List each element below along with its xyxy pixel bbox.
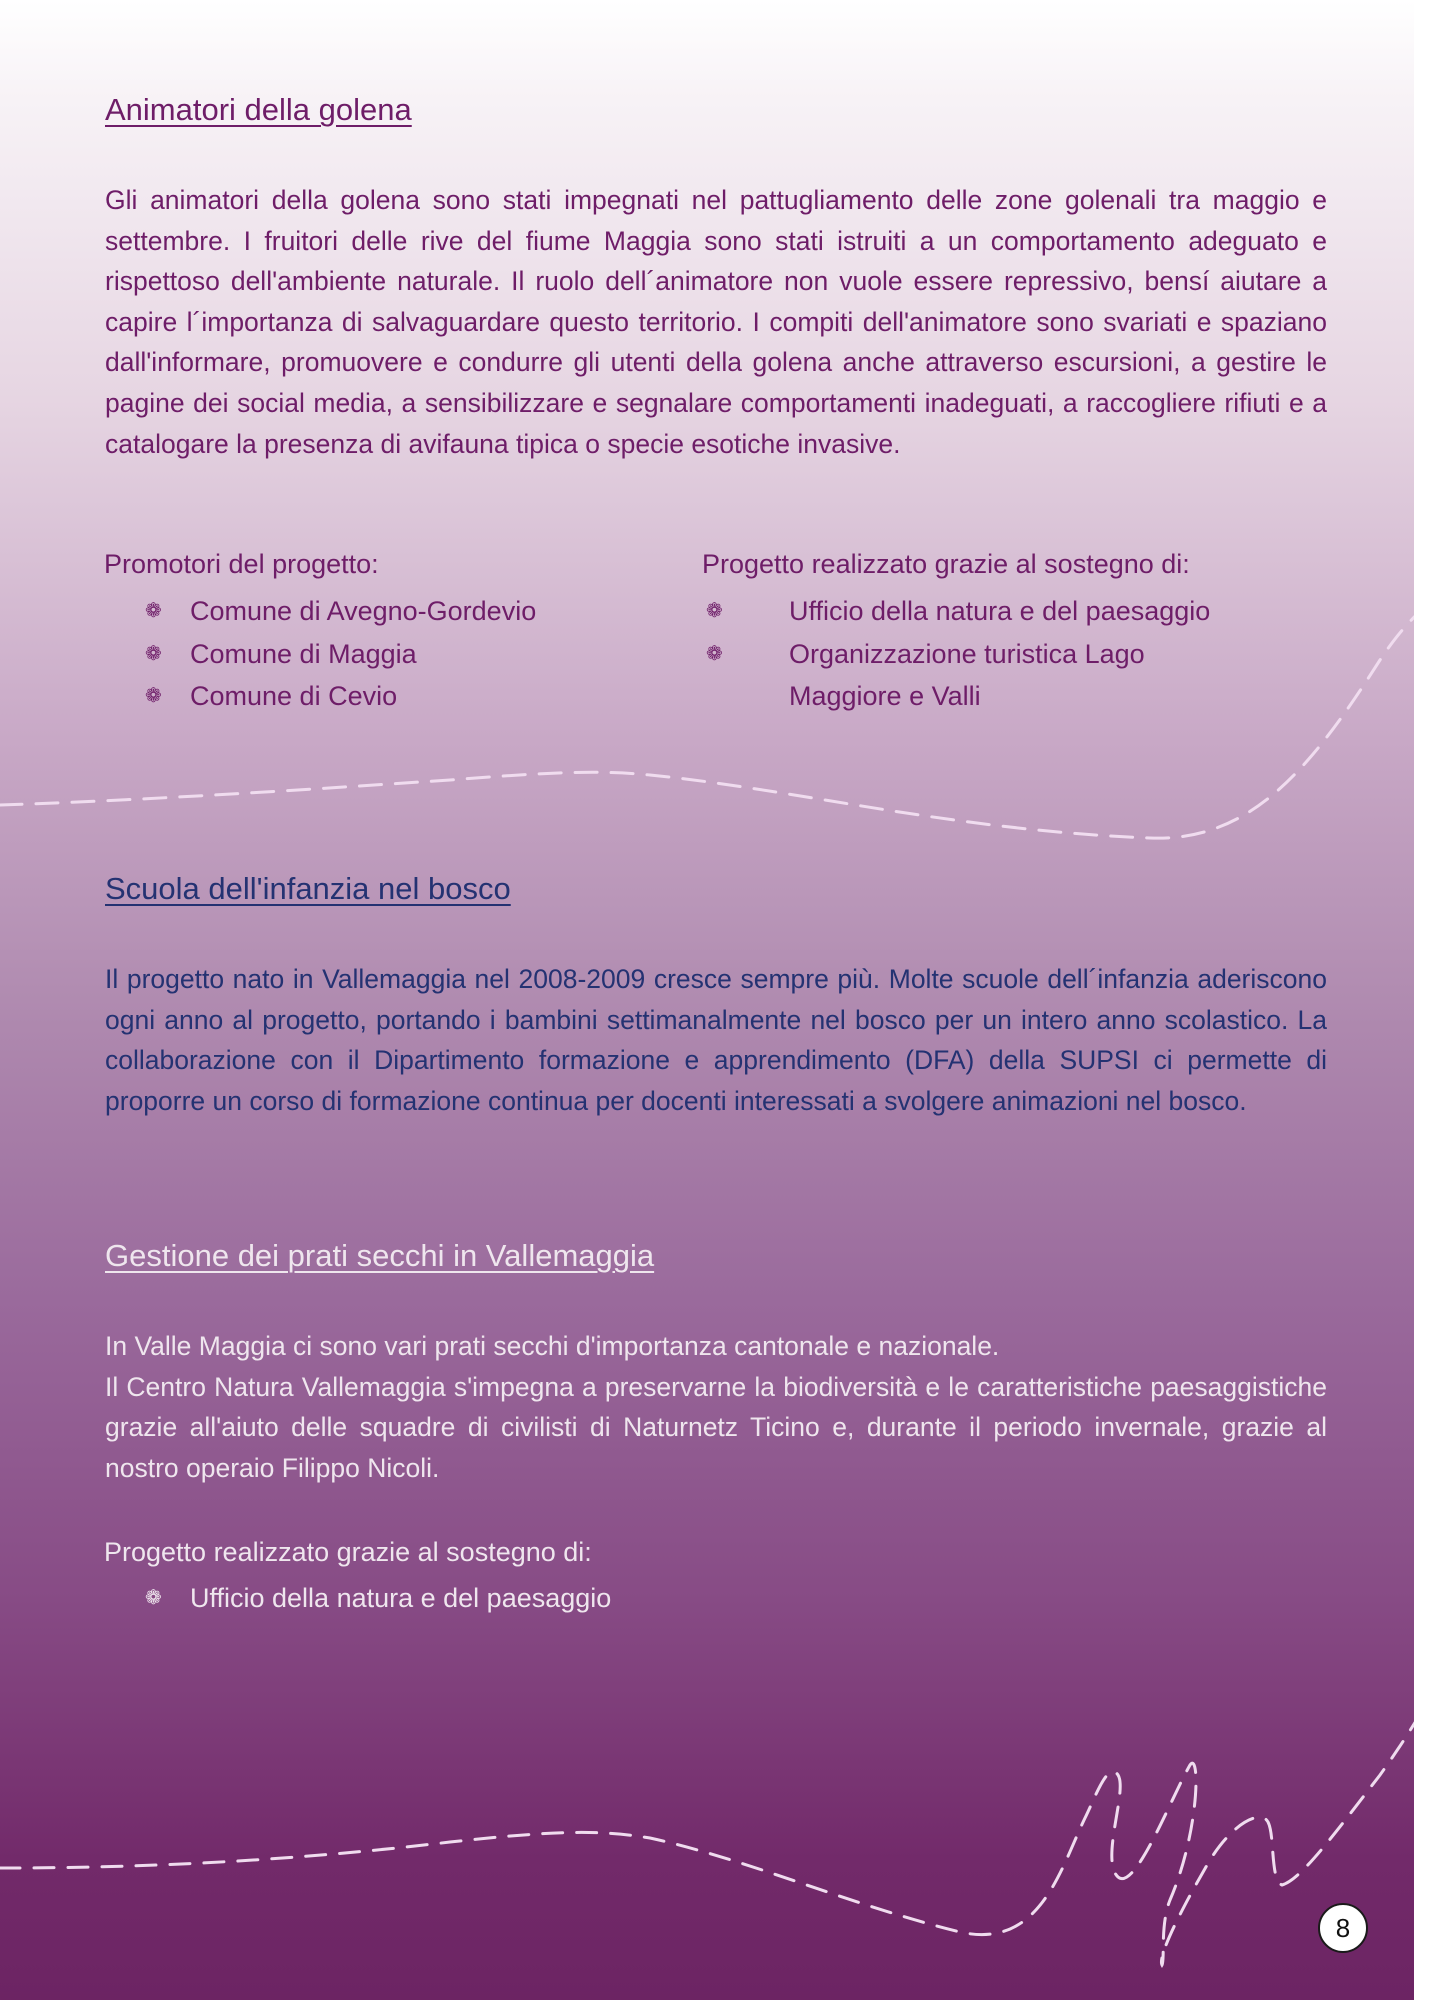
list-item-label: Comune di Cevio (190, 681, 398, 712)
list-item (706, 633, 1326, 676)
page-number: 8 (1318, 1903, 1368, 1953)
list-item-label: Comune di Maggia (190, 638, 417, 669)
list-item (145, 675, 625, 718)
support-title-animatori: Progetto realizzato grazie al sostegno di: (702, 549, 1190, 579)
section-body-scuola (105, 959, 1327, 1121)
list-item (706, 590, 1326, 633)
list-item-label: Organizzazione turistica Lago (789, 638, 1145, 669)
promoters-title: Promotori del progetto: (104, 549, 379, 579)
list-item-label: Maggiore e Valli (789, 681, 981, 712)
flower-icon: ❁ (706, 600, 723, 622)
flower-icon: ❁ (145, 642, 162, 665)
promoters-list (145, 590, 625, 718)
list-item-label: Comune di Avegno-Gordevio (190, 596, 537, 626)
section-body-prati (105, 1326, 1327, 1488)
list-item (145, 1577, 745, 1620)
list-item (706, 675, 1326, 718)
paragraph: Gli animatori della golena sono stati impegnati nel pattugliamento delle zone golenali tra maggio e settembre. I fruitori delle rive del fiume Maggia sono stati istruiti a un comportamento adeguato e rispettoso dell'ambiente naturale. Il ruolo dell´animatore non vuole essere repressivo, bensí aiutare a capire l´importanza di salvaguardare questo territorio. I compiti dell'animatore sono svariati e spaziano dall'informare, promuovere e condurre gli utenti della golena anche attraverso escursioni, a gestire le pagine dei social media, a sensibilizzare e segnalare comportamenti inadeguati, a raccogliere rifiuti e a catalogare la presenza di avifauna tipica o specie esotiche invasive. (105, 185, 1327, 459)
list-item (145, 633, 625, 676)
support-title-prati: Progetto realizzato grazie al sostegno di: (104, 1537, 592, 1567)
section-title-scuola: Scuola dell'infanzia nel bosco (105, 871, 511, 906)
section-body-animatori (105, 180, 1327, 464)
support-list-animatori (706, 590, 1326, 718)
list-item (145, 590, 625, 633)
paragraph: Il progetto nato in Vallemaggia nel 2008-2009 cresce sempre più. Molte scuole dell´infanzia aderiscono ogni anno al progetto, portando i bambini settimanalmente nel bosco per un intero anno scolastico. La collaborazione con il Dipartimento formazione e apprendimento (DFA) della SUPSI ci permette di proporre un corso di formazione continua per docenti interessati a svolgere animazioni nel bosco. (105, 964, 1327, 1116)
list-item-label: Ufficio della natura e del paesaggio (190, 1583, 612, 1613)
paragraph: Il Centro Natura Vallemaggia s'impegna a preservarne la biodiversità e le caratteristiche paesaggistiche grazie all'aiuto delle squadre di civilisti di Naturnetz Ticino e, durante il periodo invernale, grazie al nostro operaio Filippo Nicoli. (105, 1371, 1327, 1483)
flower-icon: ❁ (706, 642, 723, 665)
section-title-animatori: Animatori della golena (105, 92, 412, 127)
section-title-prati: Gestione dei prati secchi in Vallemaggia (105, 1238, 655, 1273)
list-item-label: Ufficio della natura e del paesaggio (789, 596, 1211, 626)
flower-icon: ❁ (145, 600, 162, 622)
support-list-prati (145, 1577, 745, 1620)
flower-icon: ❁ (145, 1587, 162, 1609)
flower-icon: ❁ (145, 685, 162, 708)
paragraph: In Valle Maggia ci sono vari prati secchi d'importanza cantonale e nazionale. (105, 1331, 1000, 1361)
